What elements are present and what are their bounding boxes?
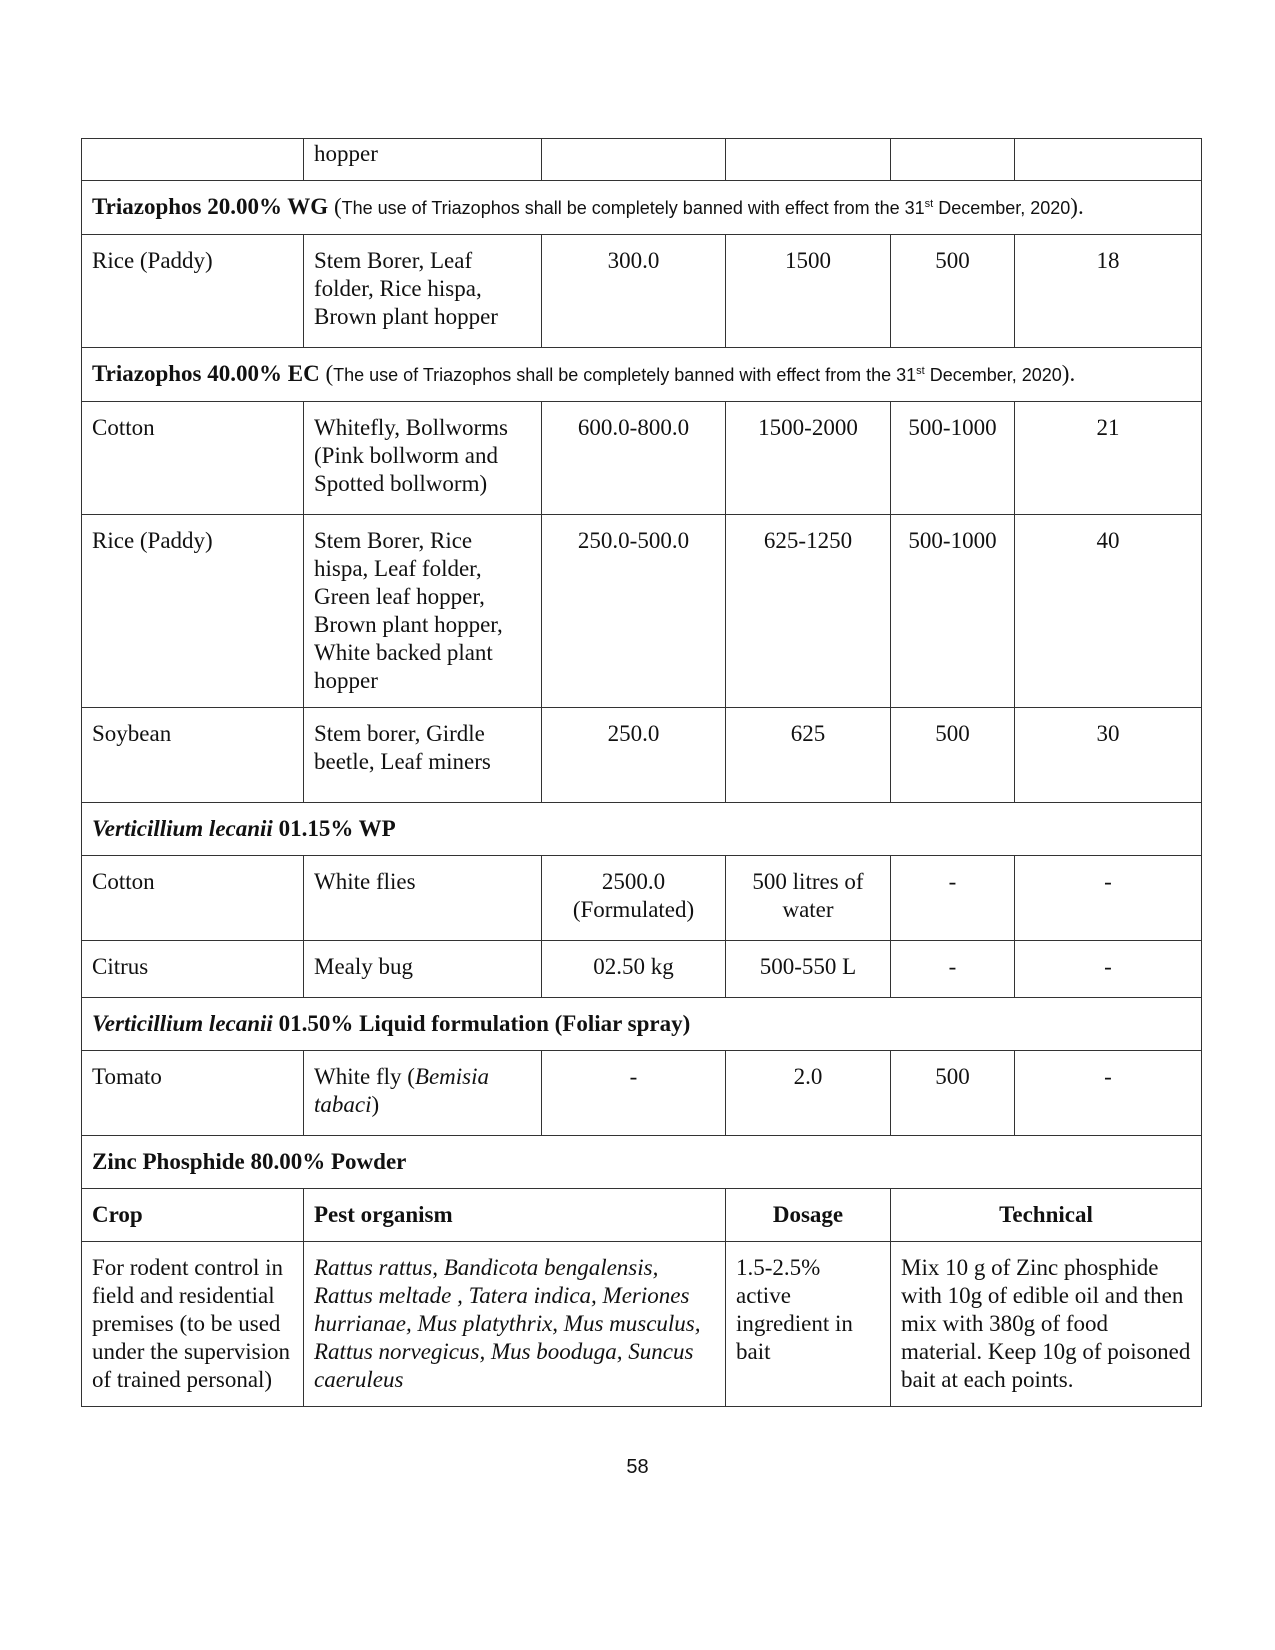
ban-note: The use of Triazophos shall be completely banned with effect from the 31st December, 2020	[333, 365, 1062, 385]
value-cell: 250.0-500.0	[542, 515, 726, 708]
pest-cell: Rattus rattus, Bandicota bengalensis, Rattus meltade , Tatera indica, Meriones hurrianae, Mus platythrix, Mus musculus, Rattus norvegicus, Mus booduga, Suncus caeruleus	[304, 1242, 726, 1407]
header-row	[82, 1189, 1202, 1242]
value-cell: -	[1015, 856, 1202, 941]
table-row	[82, 1242, 1202, 1407]
pest-cell: Mealy bug	[304, 941, 542, 998]
value-cell: 600.0-800.0	[542, 402, 726, 515]
value-cell: -	[1015, 941, 1202, 998]
table-row	[82, 402, 1202, 515]
table-row	[82, 708, 1202, 803]
technical-cell: Mix 10 g of Zinc phosphide with 10g of edible oil and then mix with 380g of food material. Keep 10g of poisoned bait at each points.	[891, 1242, 1202, 1407]
value-cell: 500-1000	[891, 402, 1015, 515]
pest-cell: Stem borer, Girdle beetle, Leaf miners	[304, 708, 542, 803]
crop-cell: Soybean	[82, 708, 304, 803]
column-header-technical: Technical	[891, 1189, 1202, 1242]
table-row	[82, 941, 1202, 998]
pest-cell: hopper	[304, 139, 542, 181]
value-cell: 02.50 kg	[542, 941, 726, 998]
table-row	[82, 235, 1202, 348]
section-title: Zinc Phosphide 80.00% Powder	[82, 1136, 1202, 1189]
crop-cell: Tomato	[82, 1051, 304, 1136]
pest-cell: Whitefly, Bollworms (Pink bollworm and Spotted bollworm)	[304, 402, 542, 515]
value-cell: -	[891, 941, 1015, 998]
crop-cell: Cotton	[82, 856, 304, 941]
section-header	[82, 1136, 1202, 1189]
value-cell: 625-1250	[726, 515, 891, 708]
value-cell: 250.0	[542, 708, 726, 803]
value-cell: 18	[1015, 235, 1202, 348]
value-cell: 500	[891, 708, 1015, 803]
column-header-dosage: Dosage	[726, 1189, 891, 1242]
section-title: Triazophos 20.00% WG	[92, 194, 329, 219]
table-row	[82, 139, 1202, 181]
value-cell: -	[1015, 1051, 1202, 1136]
value-cell: 500	[891, 1051, 1015, 1136]
value-cell: 2.0	[726, 1051, 891, 1136]
crop-cell: Rice (Paddy)	[82, 235, 304, 348]
column-header-crop: Crop	[82, 1189, 304, 1242]
section-title: Verticillium lecanii 01.50% Liquid formulation (Foliar spray)	[82, 998, 1202, 1051]
value-cell: 300.0	[542, 235, 726, 348]
pest-cell: Stem Borer, Leaf folder, Rice hispa, Brown plant hopper	[304, 235, 542, 348]
value-cell: 1500	[726, 235, 891, 348]
value-cell: -	[891, 856, 1015, 941]
value-cell: 500	[891, 235, 1015, 348]
dosage-cell: 1.5-2.5% active ingredient in bait	[726, 1242, 891, 1407]
value-cell: 500-550 L	[726, 941, 891, 998]
section-header: Triazophos 40.00% EC (The use of Triazophos shall be completely banned with effect from the 31st December, 2020).	[82, 348, 1202, 402]
pest-cell: Stem Borer, Rice hispa, Leaf folder, Green leaf hopper, Brown plant hopper, White backed plant hopper	[304, 515, 542, 708]
ban-note: The use of Triazophos shall be completely banned with effect from the 31st December, 2020	[341, 198, 1071, 218]
crop-cell: Rice (Paddy)	[82, 515, 304, 708]
value-cell: 500 litres of water	[726, 856, 891, 941]
pest-cell: White fly (Bemisia tabaci)	[304, 1051, 542, 1136]
table-row	[82, 856, 1202, 941]
crop-cell: Cotton	[82, 402, 304, 515]
pesticide-table	[81, 138, 1202, 1407]
pest-cell: White flies	[304, 856, 542, 941]
crop-cell: For rodent control in field and residential premises (to be used under the supervision of trained personal)	[82, 1242, 304, 1407]
section-title: Verticillium lecanii 01.15% WP	[82, 803, 1202, 856]
value-cell: -	[542, 1051, 726, 1136]
page-number: 58	[626, 1456, 649, 1478]
crop-cell: Citrus	[82, 941, 304, 998]
value-cell: 40	[1015, 515, 1202, 708]
value-cell: 30	[1015, 708, 1202, 803]
value-cell: 625	[726, 708, 891, 803]
column-header-pest: Pest organism	[304, 1189, 726, 1242]
section-title: Triazophos 40.00% EC	[92, 361, 320, 386]
value-cell: 21	[1015, 402, 1202, 515]
section-header	[82, 803, 1202, 856]
table-row	[82, 1051, 1202, 1136]
crop-cell	[82, 139, 304, 181]
section-header: Triazophos 20.00% WG (The use of Triazophos shall be completely banned with effect from the 31st December, 2020).	[82, 181, 1202, 235]
value-cell: 1500-2000	[726, 402, 891, 515]
section-header	[82, 998, 1202, 1051]
value-cell: 2500.0 (Formulated)	[542, 856, 726, 941]
value-cell: 500-1000	[891, 515, 1015, 708]
table-row	[82, 515, 1202, 708]
